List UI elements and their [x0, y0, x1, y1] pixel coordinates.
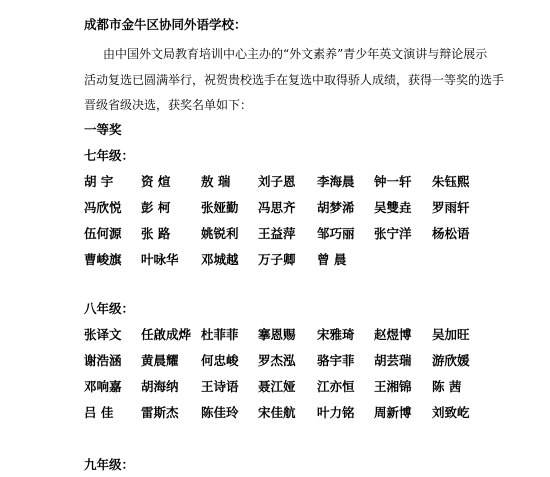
- grade8-name: 王诗语: [201, 379, 239, 394]
- grade7-name: 万子卿: [258, 252, 296, 267]
- grade8-name: 宋雅琦: [317, 327, 355, 342]
- grade8-name: 任啟成烨: [141, 327, 192, 342]
- grade7-name: 刘子恩: [258, 174, 296, 189]
- grade7-name: 张宁洋: [374, 226, 412, 241]
- grade7-name: 胡 宇: [84, 174, 114, 189]
- grade8-name: 刘致屹: [432, 405, 470, 420]
- grade8-name: 吴加旺: [432, 327, 470, 342]
- grade7-name: 朱钰熙: [432, 174, 470, 189]
- grade8-name: 胡海纳: [141, 379, 179, 394]
- grade7-name: 李海晨: [317, 174, 355, 189]
- document-title: 成都市金牛区协同外语学校：: [84, 17, 247, 32]
- grade8-name: 骆宇菲: [317, 353, 355, 368]
- grade7-name: 伍何源: [84, 226, 122, 241]
- grade7-name: 叶咏华: [141, 252, 179, 267]
- grade7-name: 罗雨轩: [432, 200, 470, 215]
- grade8-name: 胡芸瑞: [374, 353, 412, 368]
- grade8-name: 杜菲菲: [201, 327, 239, 342]
- grade7-name: 张娅勤: [201, 200, 239, 215]
- grade8-name: 赵煜博: [374, 327, 412, 342]
- grade7-name: 冯欣悦: [84, 200, 122, 215]
- award-heading: 一等奖: [84, 122, 122, 137]
- grade8-name: 陈 茜: [432, 379, 462, 394]
- grade8-name: 搴恩赐: [258, 327, 296, 342]
- grade8-name: 陈佳玲: [201, 405, 239, 420]
- grade8-name: 周新博: [374, 405, 412, 420]
- grade8-name: 王湘锦: [374, 379, 412, 394]
- grade8-name: 雷斯杰: [141, 405, 179, 420]
- grade8-name: 张译文: [84, 327, 122, 342]
- grade8-name: 邓响嘉: [84, 379, 122, 394]
- grade8-name: 游欣媛: [432, 353, 470, 368]
- grade8-name: 黄晨耀: [141, 353, 179, 368]
- grade8-name: 谢浩涵: [84, 353, 122, 368]
- grade7-name: 资 煊: [141, 174, 171, 189]
- grade8-name: 宋佳航: [258, 405, 296, 420]
- grade7-label: 七年级：: [84, 148, 135, 163]
- grade8-name: 吕 佳: [84, 405, 114, 420]
- grade8-name: 何忠峻: [201, 353, 239, 368]
- grade7-name: 张 路: [141, 226, 171, 241]
- grade7-name: 彭 柯: [141, 200, 171, 215]
- grade9-label: 九年级：: [84, 457, 135, 472]
- grade8-label: 八年级：: [84, 301, 135, 316]
- paragraph-line-3: 晋级省级决选，获奖名单如下：: [84, 98, 253, 112]
- paragraph-line-2: 活动复选已圆满举行，祝贺贵校选手在复选中取得骄人成绩，获得一等奖的选手: [84, 73, 505, 87]
- grade7-name: 姚锐利: [201, 226, 239, 241]
- grade7-name: 冯思齐: [258, 200, 296, 215]
- grade7-name: 王益萍: [258, 226, 296, 241]
- grade7-name: 邹巧丽: [317, 226, 355, 241]
- grade7-name: 钟一轩: [374, 174, 412, 189]
- grade8-name: 罗杰泓: [258, 353, 296, 368]
- grade7-name: 邓城越: [201, 252, 239, 267]
- grade8-name: 聂江娅: [258, 379, 296, 394]
- grade7-name: 胡梦浠: [317, 200, 355, 215]
- grade7-name: 曾 晨: [317, 252, 347, 267]
- grade7-name: 敖 瑞: [201, 174, 231, 189]
- grade7-name: 杨松语: [432, 226, 470, 241]
- grade7-name: 曹峻旗: [84, 252, 122, 267]
- grade8-name: 叶力铭: [317, 405, 355, 420]
- grade7-name: 吴雙垚: [374, 200, 412, 215]
- paragraph-line-1: 由中国外文局教育培训中心主办的“外文素养”青少年英文演讲与辩论展示: [103, 47, 488, 61]
- grade8-name: 江亦恒: [317, 379, 355, 394]
